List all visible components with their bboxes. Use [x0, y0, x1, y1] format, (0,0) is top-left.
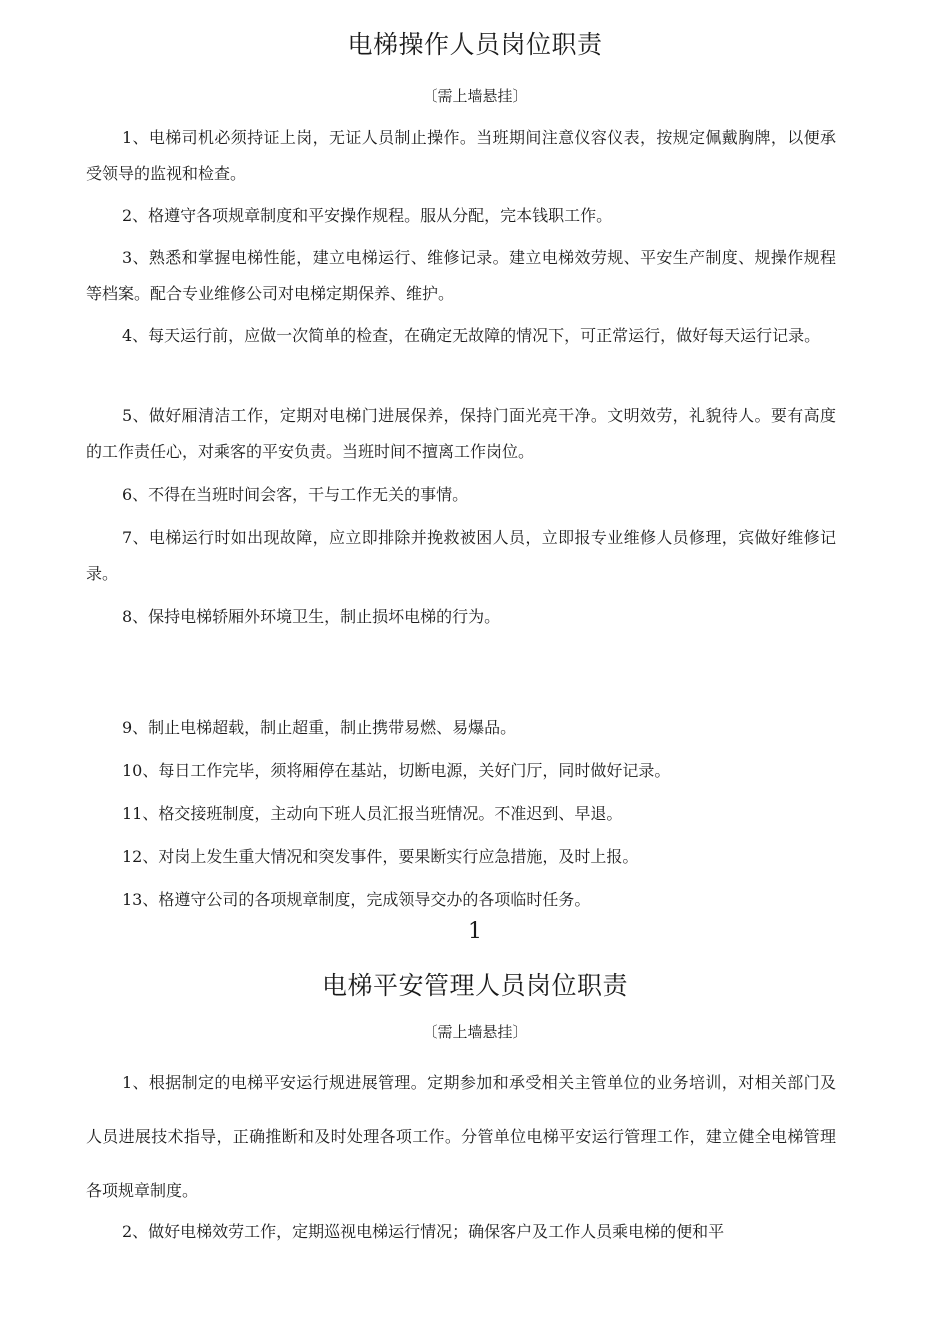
section1-item-9: 9、制止电梯超载，制止超重，制止携带易燃、易爆品。 [122, 718, 517, 737]
section2-title: 电梯平安管理人员岗位职责 [321, 971, 628, 1000]
section1-item-4: 4、每天运行前，应做一次简单的检查，在确定无故障的情况下，可正常运行，做好每天运行记录。 [122, 326, 821, 345]
section1-item-5: 5、做好厢清洁工作，定期对电梯门进展保养，保持门面光亮干净。文明效劳，礼貌待人。要有高度的工作责任心，对乘客的平安负责。当班时间不擅离工作岗位。 [86, 406, 836, 461]
section2-item-2: 2、做好电梯效劳工作，定期巡视电梯运行情况；确保客户及工作人员乘电梯的便和平 [122, 1222, 725, 1241]
section1-item-11: 11、格交接班制度，主动向下班人员汇报当班情况。不准迟到、早退。 [122, 804, 623, 823]
section1-item-8: 8、保持电梯轿厢外环境卫生，制止损坏电梯的行为。 [122, 607, 501, 626]
section1-item-10: 10、每日工作完毕，须将厢停在基站，切断电源，关好门厅，同时做好记录。 [122, 761, 671, 780]
section1-item-6: 6、不得在当班时间会客，干与工作无关的事情。 [122, 485, 469, 504]
section1-item-13: 13、格遵守公司的各项规章制度，完成领导交办的各项临时任务。 [122, 890, 591, 909]
section1-item-2: 2、格遵守各项规章制度和平安操作规程。服从分配，完本钱职工作。 [122, 206, 613, 225]
section2-subtitle: 〔需上墙悬挂〕 [422, 1023, 528, 1041]
section1-item-12: 12、对岗上发生重大情况和突发事件，要果断实行应急措施，及时上报。 [122, 847, 639, 866]
section2-item-1: 1、根据制定的电梯平安运行规进展管理。定期参加和承受相关主管单位的业务培训，对相关部门及人员进展技术指导，正确推断和及时处理各项工作。分管单位电梯平安运行管理工作，建立健全电梯管理各项规章制度。 [86, 1073, 836, 1200]
section1-title: 电梯操作人员岗位职责 [347, 30, 603, 59]
section1-item-1: 1、电梯司机必须持证上岗，无证人员制止操作。当班期间注意仪容仪表，按规定佩戴胸牌，以便承受领导的监视和检查。 [86, 128, 836, 183]
page-number: 1 [468, 919, 482, 944]
section1-subtitle: 〔需上墙悬挂〕 [422, 87, 528, 105]
section1-item-3: 3、熟悉和掌握电梯性能，建立电梯运行、维修记录。建立电梯效劳规、平安生产制度、规操作规程等档案。配合专业维修公司对电梯定期保养、维护。 [86, 248, 836, 303]
section1-item-7: 7、电梯运行时如出现故障，应立即排除并挽救被困人员，立即报专业维修人员修理，宾做好维修记录。 [86, 528, 836, 583]
